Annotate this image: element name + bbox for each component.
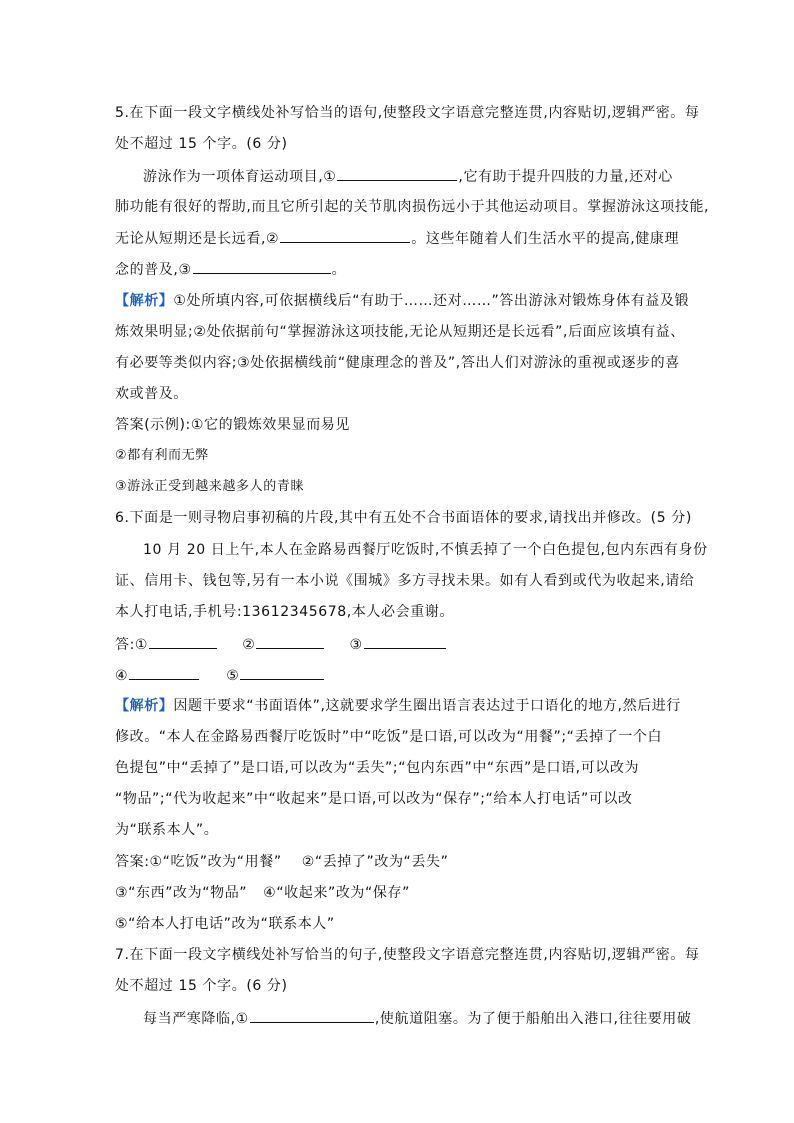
q7-stem-line-1: 7.在下面一段文字横线处补写恰当的句子,使整段文字语意完整连贯,内容贴切,逻辑严密。每 <box>115 947 700 963</box>
q6-passage-line-1: 10 月 20 日上午,本人在金路易西餐厅吃饭时,不慎丢掉了一个白色提包,包内东西有身份 <box>143 542 708 558</box>
q6-answer-text: ③“东西”改为“物品” <box>115 885 248 901</box>
q5-answer-line-3: ③游泳正受到越来越多人的青睐 <box>115 479 305 494</box>
q5-passage-text: 无论从短期还是长远看,② <box>115 231 280 247</box>
q6-answer-blanks-line-1 <box>115 634 447 655</box>
q5-analysis-line-2: 炼效果明显;②处依据前句“掌握游泳这项技能,无论从短期还是长远看”,后面应该填有益、 <box>115 324 685 340</box>
q6-mark-2: ② <box>242 637 256 653</box>
q5-analysis-line-4: 欢或普及。 <box>115 386 188 402</box>
q6-mark-3: ③ <box>349 637 363 653</box>
q6-passage-line-3: 本人打电话,手机号:13612345678,本人必会重谢。 <box>115 604 454 620</box>
q5-blank-1[interactable] <box>337 166 457 181</box>
q7-blank-1[interactable] <box>250 1008 374 1023</box>
q5-stem-line-2: 处不超过 15 个字。(6 分) <box>115 136 288 152</box>
q5-analysis-line-3: 有必要等类似内容;③处依据横线前“健康理念的普及”,答出人们对游泳的重视或逐步的喜 <box>115 355 680 371</box>
q6-answer-text: ④“收起来”改为“保存” <box>263 885 410 901</box>
q5-analysis-text: ①处所填内容,可依据横线后“有助于……还对……”答出游泳对锻炼身体有益及锻 <box>173 293 690 309</box>
q6-blank-1[interactable] <box>149 634 217 649</box>
q6-blank-5[interactable] <box>240 665 324 680</box>
q6-analysis-line-1 <box>115 696 681 716</box>
q6-analysis-line-2: 修改。“本人在金路易西餐厅吃饭时”中“吃饭”是口语,可以改为“用餐”;“丢掉了一个白 <box>115 729 663 745</box>
q5-passage-text: 念的普及,③ <box>115 262 192 278</box>
q6-answer-text: ②“丢掉了”改为“丢失” <box>301 854 449 870</box>
q5-passage-text: ,它有助于提升四肢的力量,还对心 <box>458 169 673 185</box>
q6-mark-4: ④ <box>115 668 129 684</box>
q5-answer-line-1: 答案(示例):①它的锻炼效果显而易见 <box>115 417 350 433</box>
q6-answer-line-1 <box>115 852 448 872</box>
q7-passage-line-1 <box>143 1008 692 1029</box>
q6-passage-line-2: 证、信用卡、钱包等,另有一本小说《围城》多方寻找未果。如有人看到或代为收起来,请给 <box>115 573 695 589</box>
q6-analysis-line-4: “物品”;“代为收起来”中“收起来”是口语,可以改为“保存”;“给本人打电话”可以改 <box>115 791 633 807</box>
q5-passage-line-1 <box>143 166 673 187</box>
q6-blank-4[interactable] <box>129 665 199 680</box>
q5-stem-line-1: 5.在下面一段文字横线处补写恰当的语句,使整段文字语意完整连贯,内容贴切,逻辑严密。每 <box>115 105 700 121</box>
q6-blank-3[interactable] <box>364 634 446 649</box>
q7-passage-text: 每当严寒降临,① <box>143 1011 249 1027</box>
q5-passage-text: 游泳作为一项体育运动项目,① <box>143 169 337 185</box>
q6-mark-5: ⑤ <box>226 668 240 684</box>
q5-blank-3[interactable] <box>193 259 331 274</box>
q5-passage-text: 。这些年随着人们生活水平的提高,健康理 <box>411 231 680 247</box>
q6-answer-line-3: ⑤“给本人打电话”改为“联系本人” <box>115 916 335 932</box>
q6-analysis-line-5: 为“联系本人”。 <box>115 822 219 838</box>
q6-analysis-text: 因题干要求“书面语体”,这就要求学生圈出语言表达过于口语化的地方,然后进行 <box>173 698 682 714</box>
q5-passage-line-3 <box>115 228 679 249</box>
q5-blank-2[interactable] <box>280 228 410 243</box>
q6-answer-text: 答案:①“吃饭”改为“用餐” <box>115 854 282 870</box>
q5-passage-text: 。 <box>331 262 347 278</box>
q6-blank-2[interactable] <box>256 634 324 649</box>
analysis-tag: 【解析】 <box>115 293 174 309</box>
q6-answer-label: 答:① <box>115 637 149 653</box>
q5-analysis-line-1 <box>115 291 689 311</box>
q6-answer-blanks-line-2 <box>115 665 325 686</box>
q6-analysis-line-3: 色提包”中“丢掉了”是口语,可以改为“丢失”;“包内东西”中“东西”是口语,可以改为 <box>115 760 640 776</box>
q6-stem-line: 6.下面是一则寻物启事初稿的片段,其中有五处不合书面语体的要求,请找出并修改。(5 分) <box>115 510 692 526</box>
analysis-tag: 【解析】 <box>115 698 174 714</box>
q6-answer-line-2 <box>115 883 410 903</box>
q7-stem-line-2: 处不超过 15 个字。(6 分) <box>115 978 288 994</box>
q5-passage-line-4 <box>115 259 346 280</box>
q5-answer-line-2: ②都有利而无弊 <box>115 448 209 463</box>
q5-passage-line-2: 肺功能有很好的帮助,而且它所引起的关节肌肉损伤远小于其他运动项目。掌握游泳这项技能, <box>115 199 710 215</box>
q7-passage-text: ,使航道阻塞。为了便于船舶出入港口,往往要用破 <box>374 1011 692 1027</box>
